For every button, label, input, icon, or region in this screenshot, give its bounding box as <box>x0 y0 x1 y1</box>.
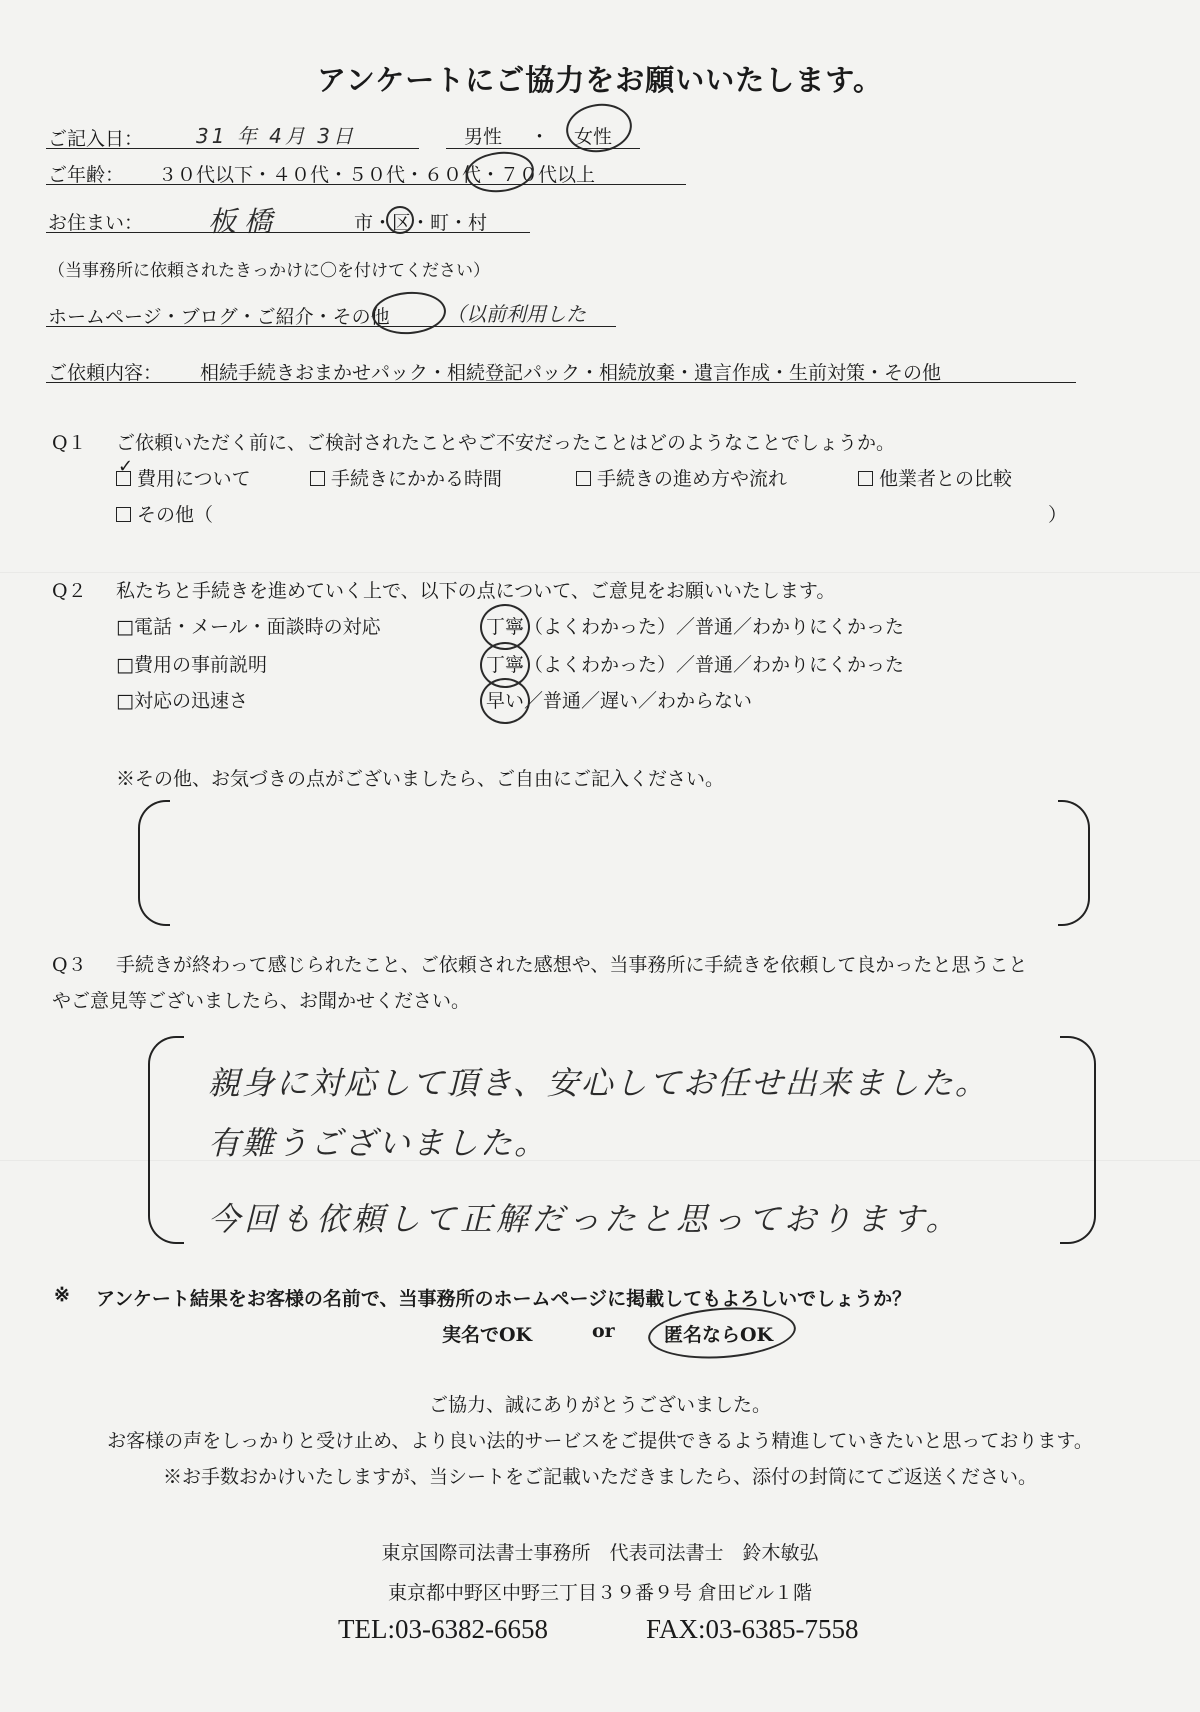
age-underline <box>46 184 686 185</box>
checkbox-icon[interactable] <box>858 471 873 486</box>
q3-number: Q３ <box>52 954 87 976</box>
q3-question-line2: やご意見等ございましたら、お聞かせください。 <box>52 990 471 1012</box>
q3-answer-bracket-left <box>148 1036 184 1244</box>
office-address: 東京都中野区中野三丁目３９番９号 倉田ビル１階 <box>387 1582 813 1604</box>
residence-options: 市・区・町・村 <box>354 212 488 234</box>
q1-option-compare[interactable] <box>858 464 1012 491</box>
checkbox-icon[interactable] <box>310 471 325 486</box>
publish-anonymous-circle-mark <box>646 1303 797 1363</box>
age-options: ３０代以下・４０代・５０代・６０代・７０代以上 <box>158 164 596 186</box>
q1-option-label: 手続きの進め方や流れ <box>597 468 788 490</box>
publish-question: アンケート結果をお客様の名前で、当事務所のホームページに掲載してもよろしいでしょうか？ <box>96 1288 912 1310</box>
trigger-note: （当事務所に依頼されたきっかけに〇を付けてください） <box>48 261 490 281</box>
age-label: ご年齢： <box>48 164 125 186</box>
checkmark-icon: ✓ <box>118 456 134 477</box>
q1-option-time[interactable] <box>310 464 502 491</box>
q2-row1-label: □電話・メール・面談時の対応 <box>116 616 381 638</box>
q1-option-process[interactable] <box>576 464 787 491</box>
closing-line3: ※お手数おかけいたしますが、当シートをご記載いただきましたら、添付の封筒にてご返送ください。 <box>162 1466 1037 1488</box>
request-label: ご依頼内容： <box>48 362 163 384</box>
q1-option-label: 費用について <box>137 468 251 490</box>
q2-row3-label: □対応の迅速さ <box>116 690 248 712</box>
q2-comment-bracket-left <box>138 800 170 926</box>
date-label: ご記入日： <box>48 128 144 150</box>
trigger-options: ホームページ・ブログ・ご紹介・その他 <box>48 306 390 328</box>
office-tel: TEL:03-6382-6658 <box>338 1614 548 1644</box>
checkbox-icon[interactable] <box>116 507 131 522</box>
q2-question: 私たちと手続きを進めていく上で、以下の点について、ご意見をお願いいたします。 <box>116 580 836 602</box>
q2-row3-options: 早い／普通／遅い／わからない <box>486 690 753 712</box>
office-name: 東京国際司法書士事務所 代表司法書士 鈴木敏弘 <box>381 1542 819 1564</box>
trigger-underline <box>46 326 616 327</box>
residence-underline <box>46 232 530 233</box>
request-options: 相続手続きおまかせパック・相続登記パック・相続放棄・遺言作成・生前対策・その他 <box>200 362 942 384</box>
date-value: 31 年 4月 3日 <box>196 124 356 148</box>
residence-ward-circle-mark <box>386 206 414 234</box>
closing-thanks: ご協力、誠にありがとうございました。 <box>428 1394 771 1416</box>
q2-free-note: ※その他、お気づきの点がございましたら、ご自由にご記入ください。 <box>116 768 725 790</box>
age-60s-circle-mark <box>464 149 536 196</box>
q2-number: Q２ <box>52 580 87 602</box>
q3-answer-line2: 有難うございました。 <box>208 1124 549 1162</box>
trigger-handwritten: （以前利用した <box>446 302 586 326</box>
q1-option-label: 手続きにかかる時間 <box>331 468 503 490</box>
office-fax: FAX:03-6385-7558 <box>646 1614 859 1644</box>
q1-option-label: 他業者との比較 <box>879 468 1013 490</box>
gender-separator: ・ <box>530 126 550 148</box>
request-underline <box>46 382 1076 383</box>
q3-question-line1: 手続きが終わって感じられたこと、ご依頼された感想や、当事務所に手続きを依頼して良かったと思うこと <box>116 954 1028 976</box>
q2-row1-options: 丁寧（よくわかった）／普通／わかりにくかった <box>486 616 905 638</box>
q2-row3-circle-mark <box>480 678 530 724</box>
date-underline <box>46 148 419 149</box>
closing-line2: お客様の声をしっかりと受け止め、より良い法的サービスをご提供できるよう精進していきたいと思っております。 <box>107 1430 1093 1452</box>
trigger-other-circle-mark <box>371 289 448 336</box>
q1-option-label: その他（ <box>137 504 214 526</box>
publish-option-or: or <box>592 1320 615 1342</box>
publish-mark: ※ <box>54 1284 70 1306</box>
residence-label: お住まい： <box>48 212 144 234</box>
checkbox-icon[interactable] <box>576 471 591 486</box>
page-title: アンケートにご協力をお願いいたします。 <box>317 63 883 97</box>
q2-comment-bracket-right <box>1058 800 1090 926</box>
q3-answer-line1: 親身に対応して頂き、安心してお任せ出来ました。 <box>208 1064 989 1102</box>
q1-option-cost[interactable] <box>116 464 251 491</box>
gender-underline <box>446 148 640 149</box>
gender-female: 女性 <box>574 126 613 148</box>
q2-row2-options: 丁寧（よくわかった）／普通／わかりにくかった <box>486 654 905 676</box>
q1-other-close-paren: ） <box>1048 504 1068 526</box>
publish-option-real-name: 実名でOK <box>442 1324 533 1346</box>
q2-row2-label: □費用の事前説明 <box>116 654 267 676</box>
gender-male: 男性 <box>464 126 503 148</box>
q3-answer-bracket-right <box>1060 1036 1096 1244</box>
paper-fold-line <box>0 572 1200 573</box>
q1-option-other[interactable] <box>116 500 213 527</box>
residence-value: 板橋 <box>208 205 281 238</box>
q1-number: Q１ <box>52 432 87 454</box>
q3-answer-line3: 今回も依頼して正解だったと思っております。 <box>208 1200 962 1238</box>
q1-question: ご依頼いただく前に、ご検討されたことやご不安だったことはどのようなことでしょうか。 <box>116 432 896 454</box>
publish-option-anonymous: 匿名ならOK <box>664 1324 774 1346</box>
